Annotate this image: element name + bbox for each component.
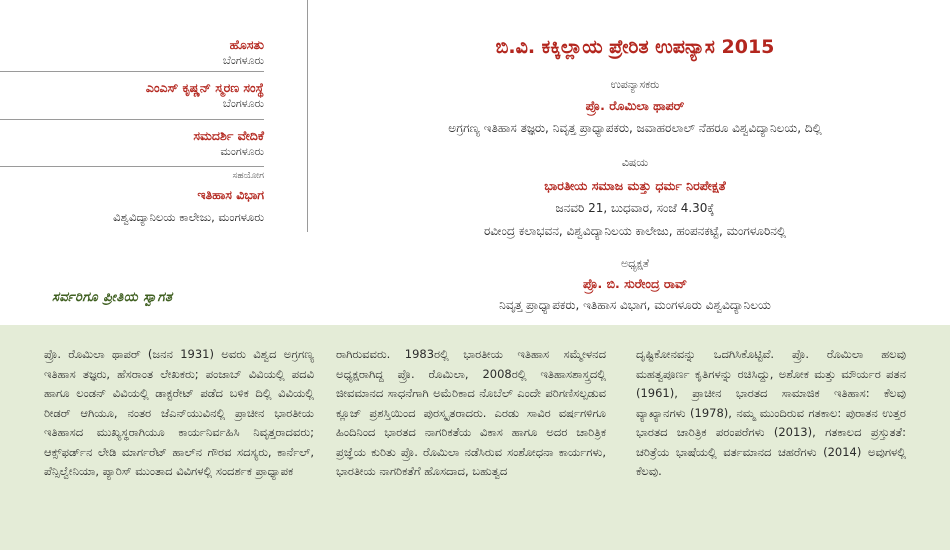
organizer-name: ಎಂಎಸ್ ಕೃಷ್ಣನ್ ಸ್ಮರಣ ಸಂಸ್ಥೆ xyxy=(145,80,264,95)
topic-label: ವಿಷಯ xyxy=(621,156,649,169)
biography-column-1: ಪ್ರೊ. ರೊಮಿಲಾ ಥಾಪರ್ (ಜನನ 1931) ಅವರು ವಿಶ್ವದ ಅಗ್ರಗಣ್ಯ ಇತಿಹಾಸ ತಜ್ಞರು, ಹೆಸರಾಂತ ಲೇಖಕರು; ಪಂಜಾಬ್ ವಿವಿಯಲ್ಲಿ ಪದವಿ ಹಾಗೂ ಲಂಡನ್ ವಿವಿಯಲ್ಲಿ ಡಾಕ್ಟರೇಟ್ ಪಡೆದ ಬಳಿಕ ದಿಲ್ಲಿ ವಿವಿಯಲ್ಲಿ ರೀಡರ್ ಆಗಿಯೂ, ನಂತರ ಜೆಎನ್‌ಯುವಿನಲ್ಲಿ ಪ್ರಾಚೀನ ಭಾರತೀಯ ಇತಿಹಾಸದ ಮುಖ್ಯಸ್ಥರಾಗಿಯೂ ಕಾರ್ಯನಿರ್ವಹಿಸಿ ನಿವೃತ್ತರಾದವರು; ಆಕ್ಸ್‌ಫರ್ಡ್‌ನ ಲೇಡಿ ಮಾರ್ಗರೆಟ್ ಹಾಲ್‌ನ ಗೌರವ ಸದಸ್ಯರು, ಕಾರ್ನೆಲ್, ಪೆನ್ಸಿಲ್ವೇನಿಯಾ, ಪ್ಯಾರಿಸ್ ಮುಂತಾದ ವಿವಿಗಳಲ್ಲಿ ಸಂದರ್ಶಕ ಪ್ರಾಧ್ಯಾಪಕ xyxy=(44,347,314,478)
organizer-city: ಬೆಂಗಳೂರು xyxy=(222,97,264,110)
organizers-panel xyxy=(0,0,300,325)
lecture-datetime: ಜನವರಿ 21, ಬುಧವಾರ, ಸಂಜೆ 4.30ಕ್ಕೆ xyxy=(555,201,715,215)
organizer-samadarshi xyxy=(0,127,264,159)
speaker-description: ಅಗ್ರಗಣ್ಯ ಇತಿಹಾಸ ತಜ್ಞರು, ನಿವೃತ್ತ ಪ್ರಾಧ್ಯಾಪಕರು, ಜವಾಹರಲಾಲ್ ನೆಹರೂ ವಿಶ್ವವಿದ್ಯಾನಿಲಯ, ದಿಲ್ಲಿ xyxy=(448,121,822,135)
column-divider xyxy=(307,0,308,232)
welcome-message: ಸರ್ವರಿಗೂ ಪ್ರೀತಿಯ ಸ್ವಾಗತ xyxy=(52,290,173,305)
biography-column-3: ದೃಷ್ಟಿಕೋನವನ್ನು ಒದಗಿಸಿಕೊಟ್ಟಿವೆ. ಪ್ರೊ. ರೊಮಿಲಾ ಹಲವು ಮಹತ್ವಪೂರ್ಣ ಕೃತಿಗಳನ್ನು ರಚಿಸಿದ್ದು, ಅಶೋಕ ಮತ್ತು ಮೌರ್ಯರ ಪತನ (1961), ಪ್ರಾಚೀನ ಭಾರತದ ಸಾಮಾಜಿಕ ಇತಿಹಾಸ: ಕೆಲವು ವ್ಯಾಖ್ಯಾನಗಳು (1978), ನಮ್ಮ ಮುಂದಿರುವ ಗತಕಾಲ: ಪುರಾತನ ಉತ್ತರ ಭಾರತದ ಚಾರಿತ್ರಿಕ ಪರಂಪರೆಗಳು (2013), ಗತಕಾಲದ ಪ್ರಸ್ತುತತೆ: ಚರಿತ್ರೆಯ ಭಾಷೆಯಲ್ಲಿ ವರ್ತಮಾನದ ಚಹರೆಗಳು (2014) ಅವುಗಳಲ್ಲಿ ಕೆಲವು. xyxy=(636,347,906,478)
associate-organizer xyxy=(0,170,264,225)
divider xyxy=(0,119,264,120)
lecture-topic: ಭಾರತೀಯ ಸಮಾಜ ಮತ್ತು ಧರ್ಮ ನಿರಪೇಕ್ಷತೆ xyxy=(544,178,726,193)
organizer-msk-trust xyxy=(0,79,264,111)
biography-panel xyxy=(0,325,950,550)
chair-name: ಪ್ರೊ. ಬಿ. ಸುರೇಂದ್ರ ರಾವ್ xyxy=(582,276,688,291)
chair-label: ಅಧ್ಯಕ್ಷತೆ xyxy=(620,257,650,270)
divider xyxy=(0,166,264,167)
chair-description: ನಿವೃತ್ತ ಪ್ರಾಧ್ಯಾಪಕರು, ಇತಿಹಾಸ ವಿಭಾಗ, ಮಂಗಳೂರು ವಿಶ್ವವಿದ್ಯಾನಿಲಯ xyxy=(499,298,771,312)
speaker-name: ಪ್ರೊ. ರೊಮಿಲಾ ಥಾಪರ್ xyxy=(585,98,685,113)
lecture-venue: ರವೀಂದ್ರ ಕಲಾಭವನ, ವಿಶ್ವವಿದ್ಯಾನಿಲಯ ಕಾಲೇಜು, ಹಂಪನಕಟ್ಟೆ, ಮಂಗಳೂರಿನಲ್ಲಿ xyxy=(483,224,787,238)
organizer-name: ಹೊಸತು xyxy=(229,37,264,52)
biography-column-2: ರಾಗಿರುವವರು. 1983ರಲ್ಲಿ ಭಾರತೀಯ ಇತಿಹಾಸ ಸಮ್ಮೇಳನದ ಅಧ್ಯಕ್ಷರಾಗಿದ್ದ ಪ್ರೊ. ರೊಮಿಲಾ, 2008ರಲ್ಲಿ ಇತಿಹಾಸಶಾಸ್ತ್ರದಲ್ಲಿ ಜೀವಮಾನದ ಸಾಧನೆಗಾಗಿ ಅಮೆರಿಕಾದ ನೊಬೆಲ್ ಎಂದೇ ಪರಿಗಣಿಸಲ್ಪಡುವ ಕ್ಲೂಜ್ ಪ್ರಶಸ್ತಿಯಿಂದ ಪುರಸ್ಕೃತರಾದರು. ಎರಡು ಸಾವಿರ ವರ್ಷಗಳಿಗೂ ಹಿಂದಿನಿಂದ ಭಾರತದ ನಾಗರಿಕತೆಯ ವಿಕಾಸ ಹಾಗೂ ಅದರ ಚಾರಿತ್ರಿಕ ಪ್ರಜ್ಞೆಯ ಕುರಿತು ಪ್ರೊ. ರೊಮಿಲಾ ನಡೆಸಿರುವ ಸಂಶೋಧನಾ ಕಾರ್ಯಗಳು, ಭಾರತೀಯ ನಾಗರಿಕತೆಗೆ ಹೊಸದಾದ, ಬಹುತ್ವದ xyxy=(336,347,606,478)
organizer-name: ಸಮದರ್ಶಿ ವೇದಿಕೆ xyxy=(193,128,264,143)
associate-label: ಸಹಯೋಗ xyxy=(232,171,264,181)
divider xyxy=(0,71,264,72)
organizer-city: ಬೆಂಗಳೂರು xyxy=(222,54,264,67)
organizer-hosatu xyxy=(0,36,264,68)
organizer-city: ಮಂಗಳೂರು xyxy=(220,145,264,158)
speaker-label: ಉಪನ್ಯಾಸಕರು xyxy=(610,78,660,91)
associate-institution: ವಿಶ್ವವಿದ್ಯಾನಿಲಯ ಕಾಲೇಜು, ಮಂಗಳೂರು xyxy=(113,210,264,224)
lecture-title: ಬಿ.ವಿ. ಕಕ್ಕಿಲ್ಲಾಯ ಪ್ರೇರಿತ ಉಪನ್ಯಾಸ 2015 xyxy=(495,36,775,58)
associate-dept: ಇತಿಹಾಸ ವಿಭಾಗ xyxy=(197,187,264,202)
lecture-details xyxy=(320,0,950,325)
